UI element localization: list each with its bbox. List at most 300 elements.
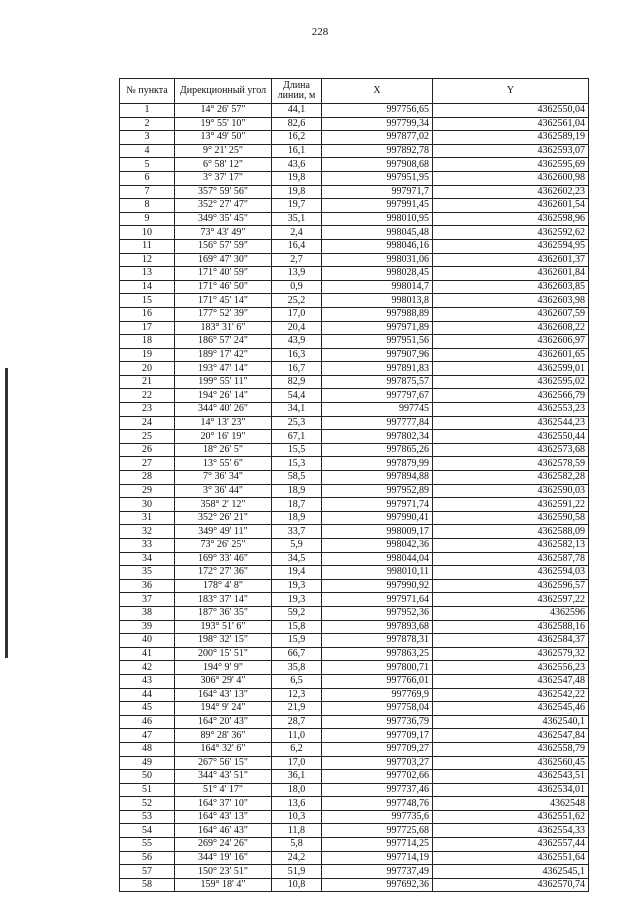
direction-angle-cell: 194° 9' 9" (175, 661, 272, 675)
x-cell: 997692,36 (322, 878, 433, 892)
table-row (120, 280, 589, 294)
x-cell: 997709,17 (322, 729, 433, 743)
table-row (120, 348, 589, 362)
x-cell: 997709,27 (322, 742, 433, 756)
y-cell: 4362589,19 (433, 131, 589, 145)
x-cell: 997990,41 (322, 511, 433, 525)
x-cell: 997988,89 (322, 307, 433, 321)
line-length-cell: 21,9 (272, 702, 322, 716)
y-cell: 4362542,22 (433, 688, 589, 702)
direction-angle-cell: 357° 59' 56" (175, 185, 272, 199)
table-row (120, 511, 589, 525)
y-cell: 4362595,69 (433, 158, 589, 172)
point-number-cell: 39 (120, 620, 175, 634)
point-number-cell: 4 (120, 144, 175, 158)
x-cell: 997971,89 (322, 321, 433, 335)
line-length-cell: 11,8 (272, 824, 322, 838)
x-cell: 998045,48 (322, 226, 433, 240)
line-length-cell: 17,0 (272, 307, 322, 321)
table-row (120, 661, 589, 675)
table-row (120, 484, 589, 498)
direction-angle-cell: 352° 26' 21" (175, 511, 272, 525)
table-row (120, 797, 589, 811)
y-cell: 4362597,22 (433, 593, 589, 607)
y-cell: 4362545,46 (433, 702, 589, 716)
point-number-cell: 32 (120, 525, 175, 539)
line-length-cell: 36,1 (272, 770, 322, 784)
y-cell: 4362551,62 (433, 810, 589, 824)
y-cell: 4362594,03 (433, 566, 589, 580)
table-row (120, 756, 589, 770)
point-number-cell: 55 (120, 838, 175, 852)
x-cell: 997703,27 (322, 756, 433, 770)
direction-angle-cell: 169° 47' 30" (175, 253, 272, 267)
y-cell: 4362553,23 (433, 403, 589, 417)
line-length-cell: 6,2 (272, 742, 322, 756)
x-cell: 997865,26 (322, 443, 433, 457)
y-cell: 4362547,84 (433, 729, 589, 743)
direction-angle-cell: 73° 26' 25" (175, 539, 272, 553)
x-cell: 998031,06 (322, 253, 433, 267)
direction-angle-cell: 344° 40' 26" (175, 403, 272, 417)
table-row (120, 471, 589, 485)
direction-angle-cell: 200° 15' 51" (175, 647, 272, 661)
table-row (120, 226, 589, 240)
y-cell: 4362534,01 (433, 783, 589, 797)
y-cell: 4362578,59 (433, 457, 589, 471)
direction-angle-cell: 156° 57' 59" (175, 239, 272, 253)
x-cell: 997769,9 (322, 688, 433, 702)
line-length-cell: 6,5 (272, 674, 322, 688)
direction-angle-cell: 172° 27' 36" (175, 566, 272, 580)
direction-angle-cell: 344° 43' 51" (175, 770, 272, 784)
table-row (120, 131, 589, 145)
line-length-cell: 15,9 (272, 634, 322, 648)
line-length-cell: 51,9 (272, 865, 322, 879)
y-cell: 4362588,09 (433, 525, 589, 539)
line-length-cell: 58,5 (272, 471, 322, 485)
table-row (120, 171, 589, 185)
y-cell: 4362554,33 (433, 824, 589, 838)
line-length-cell: 12,3 (272, 688, 322, 702)
line-length-cell: 13,6 (272, 797, 322, 811)
table-row (120, 824, 589, 838)
line-length-cell: 16,7 (272, 362, 322, 376)
table-row (120, 253, 589, 267)
table-row (120, 457, 589, 471)
point-number-cell: 14 (120, 280, 175, 294)
y-cell: 4362540,1 (433, 715, 589, 729)
direction-angle-cell: 150° 23' 51" (175, 865, 272, 879)
page-number: 228 (311, 26, 329, 38)
line-length-cell: 19,4 (272, 566, 322, 580)
point-number-cell: 41 (120, 647, 175, 661)
direction-angle-cell: 13° 55' 6" (175, 457, 272, 471)
line-length-cell: 5,8 (272, 838, 322, 852)
line-length-cell: 35,1 (272, 212, 322, 226)
line-length-cell: 25,2 (272, 294, 322, 308)
line-length-cell: 35,8 (272, 661, 322, 675)
y-cell: 4362582,28 (433, 471, 589, 485)
direction-angle-cell: 164° 43' 13" (175, 810, 272, 824)
line-length-cell: 17,0 (272, 756, 322, 770)
point-number-cell: 36 (120, 579, 175, 593)
direction-angle-cell: 177° 52' 39" (175, 307, 272, 321)
line-length-cell: 16,4 (272, 239, 322, 253)
header-point-number: № пункта (120, 79, 175, 104)
table-row (120, 810, 589, 824)
header-direction-angle: Дирекционный угол (175, 79, 272, 104)
point-number-cell: 34 (120, 552, 175, 566)
x-cell: 997735,6 (322, 810, 433, 824)
x-cell: 998010,95 (322, 212, 433, 226)
point-number-cell: 19 (120, 348, 175, 362)
point-number-cell: 51 (120, 783, 175, 797)
point-number-cell: 31 (120, 511, 175, 525)
table-row (120, 498, 589, 512)
direction-angle-cell: 193° 51' 6" (175, 620, 272, 634)
line-length-cell: 33,7 (272, 525, 322, 539)
x-cell: 997951,95 (322, 171, 433, 185)
point-number-cell: 26 (120, 443, 175, 457)
direction-angle-cell: 194° 9' 24" (175, 702, 272, 716)
table-row (120, 117, 589, 131)
line-length-cell: 66,7 (272, 647, 322, 661)
line-length-cell: 16,1 (272, 144, 322, 158)
x-cell: 997799,34 (322, 117, 433, 131)
table-row (120, 158, 589, 172)
direction-angle-cell: 164° 32' 6" (175, 742, 272, 756)
x-cell: 998044,04 (322, 552, 433, 566)
y-cell: 4362561,04 (433, 117, 589, 131)
header-line-length: Длина линии, м (272, 79, 322, 104)
y-cell: 4362547,48 (433, 674, 589, 688)
x-cell: 997990,92 (322, 579, 433, 593)
point-number-cell: 37 (120, 593, 175, 607)
line-length-cell: 19,8 (272, 185, 322, 199)
point-number-cell: 20 (120, 362, 175, 376)
point-number-cell: 29 (120, 484, 175, 498)
x-cell: 997908,68 (322, 158, 433, 172)
y-cell: 4362601,65 (433, 348, 589, 362)
point-number-cell: 40 (120, 634, 175, 648)
table-row (120, 715, 589, 729)
point-number-cell: 38 (120, 606, 175, 620)
x-cell: 997714,25 (322, 838, 433, 852)
direction-angle-cell: 267° 56' 15" (175, 756, 272, 770)
point-number-cell: 1 (120, 104, 175, 118)
table-row (120, 783, 589, 797)
table-row (120, 593, 589, 607)
x-cell: 997737,46 (322, 783, 433, 797)
y-cell: 4362550,44 (433, 430, 589, 444)
direction-angle-cell: 164° 20' 43" (175, 715, 272, 729)
direction-angle-cell: 73° 43' 49" (175, 226, 272, 240)
direction-angle-cell: 344° 19' 16" (175, 851, 272, 865)
table-row (120, 674, 589, 688)
y-cell: 4362551,64 (433, 851, 589, 865)
point-number-cell: 54 (120, 824, 175, 838)
point-number-cell: 25 (120, 430, 175, 444)
x-cell: 997736,79 (322, 715, 433, 729)
table-row (120, 878, 589, 892)
x-cell: 997737,49 (322, 865, 433, 879)
x-cell: 997952,36 (322, 606, 433, 620)
line-length-cell: 19,8 (272, 171, 322, 185)
table-row (120, 294, 589, 308)
line-length-cell: 2,4 (272, 226, 322, 240)
x-cell: 997802,34 (322, 430, 433, 444)
line-length-cell: 59,2 (272, 606, 322, 620)
x-cell: 997777,84 (322, 416, 433, 430)
table-row (120, 185, 589, 199)
line-length-cell: 24,2 (272, 851, 322, 865)
direction-angle-cell: 269° 24' 26" (175, 838, 272, 852)
line-length-cell: 15,8 (272, 620, 322, 634)
y-cell: 4362596 (433, 606, 589, 620)
direction-angle-cell: 183° 37' 14" (175, 593, 272, 607)
line-length-cell: 67,1 (272, 430, 322, 444)
x-cell: 997702,66 (322, 770, 433, 784)
table-row (120, 267, 589, 281)
point-number-cell: 16 (120, 307, 175, 321)
line-length-cell: 15,5 (272, 443, 322, 457)
direction-angle-cell: 164° 46' 43" (175, 824, 272, 838)
line-length-cell: 43,9 (272, 335, 322, 349)
y-cell: 4362593,07 (433, 144, 589, 158)
x-cell: 998046,16 (322, 239, 433, 253)
table-row (120, 566, 589, 580)
y-cell: 4362607,59 (433, 307, 589, 321)
x-cell: 997991,45 (322, 199, 433, 213)
scan-margin-bar (5, 368, 8, 658)
y-cell: 4362543,51 (433, 770, 589, 784)
point-number-cell: 18 (120, 335, 175, 349)
y-cell: 4362599,01 (433, 362, 589, 376)
table-row (120, 552, 589, 566)
line-length-cell: 10,3 (272, 810, 322, 824)
direction-angle-cell: 171° 40' 59" (175, 267, 272, 281)
direction-angle-cell: 89° 28' 36" (175, 729, 272, 743)
point-number-cell: 57 (120, 865, 175, 879)
table-row (120, 688, 589, 702)
point-number-cell: 56 (120, 851, 175, 865)
direction-angle-cell: 9° 21' 25" (175, 144, 272, 158)
y-cell: 4362601,84 (433, 267, 589, 281)
y-cell: 4362550,04 (433, 104, 589, 118)
line-length-cell: 18,7 (272, 498, 322, 512)
direction-angle-cell: 51° 4' 17" (175, 783, 272, 797)
point-number-cell: 2 (120, 117, 175, 131)
table-row (120, 307, 589, 321)
y-cell: 4362601,37 (433, 253, 589, 267)
direction-angle-cell: 306° 29' 4" (175, 674, 272, 688)
direction-angle-cell: 358° 2' 12" (175, 498, 272, 512)
y-cell: 4362591,22 (433, 498, 589, 512)
line-length-cell: 0,9 (272, 280, 322, 294)
x-cell: 998042,36 (322, 539, 433, 553)
table-row (120, 212, 589, 226)
direction-angle-cell: 187° 36' 35" (175, 606, 272, 620)
y-cell: 4362595,02 (433, 375, 589, 389)
direction-angle-cell: 6° 58' 12" (175, 158, 272, 172)
direction-angle-cell: 171° 46' 50" (175, 280, 272, 294)
x-cell: 997745 (322, 403, 433, 417)
point-number-cell: 49 (120, 756, 175, 770)
table-row (120, 525, 589, 539)
y-cell: 4362570,74 (433, 878, 589, 892)
point-number-cell: 53 (120, 810, 175, 824)
point-number-cell: 35 (120, 566, 175, 580)
table-row (120, 443, 589, 457)
direction-angle-cell: 19° 55' 10" (175, 117, 272, 131)
y-cell: 4362544,23 (433, 416, 589, 430)
line-length-cell: 20,4 (272, 321, 322, 335)
x-cell: 997879,99 (322, 457, 433, 471)
point-number-cell: 45 (120, 702, 175, 716)
table-row (120, 375, 589, 389)
point-number-cell: 22 (120, 389, 175, 403)
y-cell: 4362592,62 (433, 226, 589, 240)
y-cell: 4362579,32 (433, 647, 589, 661)
direction-angle-cell: 7° 36' 34" (175, 471, 272, 485)
point-number-cell: 12 (120, 253, 175, 267)
direction-angle-cell: 349° 35' 45" (175, 212, 272, 226)
table-row (120, 389, 589, 403)
direction-angle-cell: 193° 47' 14" (175, 362, 272, 376)
direction-angle-cell: 198° 32' 15" (175, 634, 272, 648)
x-cell: 997766,01 (322, 674, 433, 688)
x-cell: 997894,88 (322, 471, 433, 485)
direction-angle-cell: 164° 43' 13" (175, 688, 272, 702)
direction-angle-cell: 3° 36' 44" (175, 484, 272, 498)
y-cell: 4362590,03 (433, 484, 589, 498)
line-length-cell: 16,3 (272, 348, 322, 362)
x-cell: 997893,68 (322, 620, 433, 634)
y-cell: 4362594,95 (433, 239, 589, 253)
x-cell: 997797,67 (322, 389, 433, 403)
point-number-cell: 30 (120, 498, 175, 512)
point-number-cell: 52 (120, 797, 175, 811)
line-length-cell: 43,6 (272, 158, 322, 172)
y-cell: 4362588,16 (433, 620, 589, 634)
y-cell: 4362557,44 (433, 838, 589, 852)
line-length-cell: 18,0 (272, 783, 322, 797)
y-cell: 4362584,37 (433, 634, 589, 648)
x-cell: 997756,65 (322, 104, 433, 118)
line-length-cell: 82,6 (272, 117, 322, 131)
direction-angle-cell: 199° 55' 11" (175, 375, 272, 389)
y-cell: 4362558,79 (433, 742, 589, 756)
table-row (120, 770, 589, 784)
line-length-cell: 19,3 (272, 593, 322, 607)
x-cell: 997875,57 (322, 375, 433, 389)
header-row (120, 79, 589, 104)
header-x: X (322, 79, 433, 104)
x-cell: 997725,68 (322, 824, 433, 838)
direction-angle-cell: 14° 26' 57" (175, 104, 272, 118)
table-row (120, 104, 589, 118)
table-row (120, 579, 589, 593)
direction-angle-cell: 20° 16' 19" (175, 430, 272, 444)
table-row (120, 199, 589, 213)
y-cell: 4362566,79 (433, 389, 589, 403)
line-length-cell: 25,3 (272, 416, 322, 430)
point-number-cell: 24 (120, 416, 175, 430)
point-number-cell: 5 (120, 158, 175, 172)
y-cell: 4362582,13 (433, 539, 589, 553)
x-cell: 997971,74 (322, 498, 433, 512)
direction-angle-cell: 18° 26' 5" (175, 443, 272, 457)
point-number-cell: 42 (120, 661, 175, 675)
y-cell: 4362573,68 (433, 443, 589, 457)
x-cell: 997878,31 (322, 634, 433, 648)
table-row (120, 742, 589, 756)
table-row (120, 539, 589, 553)
direction-angle-cell: 14° 13' 23" (175, 416, 272, 430)
line-length-cell: 15,3 (272, 457, 322, 471)
x-cell: 997907,96 (322, 348, 433, 362)
table-row (120, 321, 589, 335)
point-number-cell: 17 (120, 321, 175, 335)
x-cell: 997971,7 (322, 185, 433, 199)
y-cell: 4362596,57 (433, 579, 589, 593)
header-y: Y (433, 79, 589, 104)
y-cell: 4362560,45 (433, 756, 589, 770)
direction-angle-cell: 3° 37' 17" (175, 171, 272, 185)
x-cell: 997892,78 (322, 144, 433, 158)
y-cell: 4362606,97 (433, 335, 589, 349)
x-cell: 997877,02 (322, 131, 433, 145)
coordinates-table (119, 78, 589, 892)
point-number-cell: 27 (120, 457, 175, 471)
x-cell: 997891,83 (322, 362, 433, 376)
direction-angle-cell: 178° 4' 8" (175, 579, 272, 593)
point-number-cell: 47 (120, 729, 175, 743)
table-row (120, 403, 589, 417)
line-length-cell: 2,7 (272, 253, 322, 267)
point-number-cell: 33 (120, 539, 175, 553)
table-row (120, 865, 589, 879)
table-row (120, 144, 589, 158)
x-cell: 998010,11 (322, 566, 433, 580)
y-cell: 4362545,1 (433, 865, 589, 879)
y-cell: 4362601,54 (433, 199, 589, 213)
table-row (120, 702, 589, 716)
y-cell: 4362603,98 (433, 294, 589, 308)
table-row (120, 634, 589, 648)
point-number-cell: 48 (120, 742, 175, 756)
direction-angle-cell: 169° 33' 46" (175, 552, 272, 566)
table-row (120, 851, 589, 865)
y-cell: 4362556,23 (433, 661, 589, 675)
point-number-cell: 43 (120, 674, 175, 688)
point-number-cell: 13 (120, 267, 175, 281)
table-row (120, 606, 589, 620)
point-number-cell: 50 (120, 770, 175, 784)
table-body (120, 104, 589, 892)
line-length-cell: 13,9 (272, 267, 322, 281)
x-cell: 998013,8 (322, 294, 433, 308)
line-length-cell: 5,9 (272, 539, 322, 553)
x-cell: 997758,04 (322, 702, 433, 716)
line-length-cell: 82,9 (272, 375, 322, 389)
direction-angle-cell: 352° 27' 47" (175, 199, 272, 213)
point-number-cell: 21 (120, 375, 175, 389)
point-number-cell: 28 (120, 471, 175, 485)
y-cell: 4362600,98 (433, 171, 589, 185)
x-cell: 998014,7 (322, 280, 433, 294)
